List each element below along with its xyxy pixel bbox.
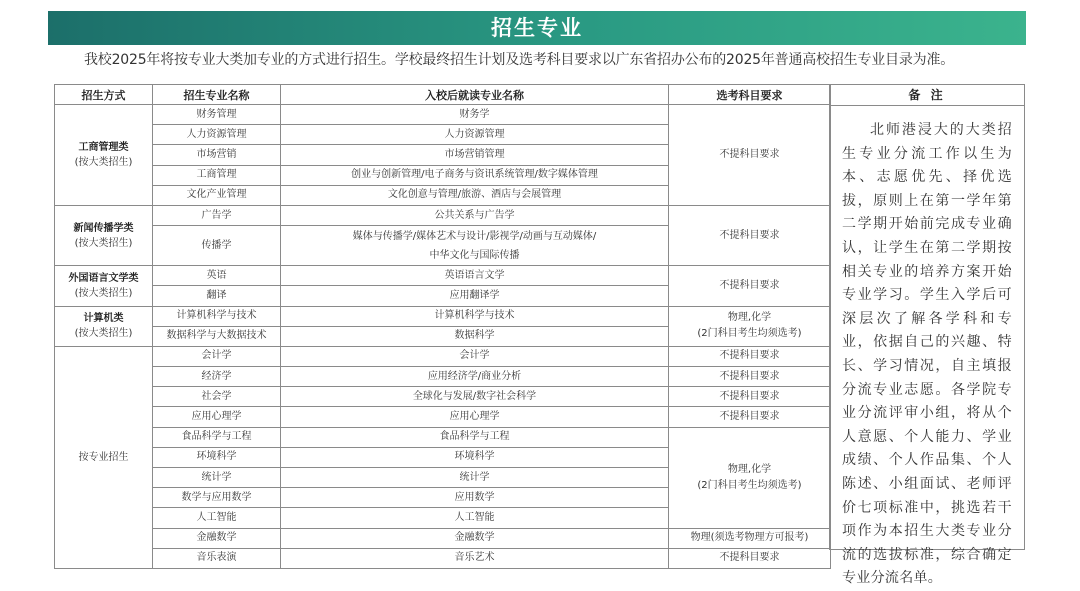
- study-cell: 环境科学: [281, 447, 669, 467]
- study-cell: 计算机科学与技术: [281, 306, 669, 326]
- group-sub: (按大类招生): [74, 287, 133, 299]
- study-cell: 财务学: [281, 105, 669, 125]
- study-cell: 应用数学: [281, 488, 669, 508]
- requirement-cell: [669, 427, 831, 528]
- major-cell: 统计学: [153, 468, 281, 488]
- major-cell: 人力资源管理: [153, 125, 281, 145]
- major-cell: 工商管理: [153, 165, 281, 185]
- major-cell: 传播学: [153, 226, 281, 266]
- requirement-cell: 不提科目要求: [669, 387, 831, 407]
- major-cell: 文化产业管理: [153, 185, 281, 205]
- group-cell: [55, 306, 153, 346]
- table-header-row: [55, 85, 831, 105]
- study-cell: 统计学: [281, 468, 669, 488]
- group-cell: [55, 205, 153, 265]
- requirement-line: 物理,化学: [727, 312, 772, 324]
- major-cell: 社会学: [153, 387, 281, 407]
- requirement-cell: 不提科目要求: [669, 346, 831, 366]
- header-admission-mode: 招生方式: [55, 85, 153, 105]
- major-cell: 广告学: [153, 205, 281, 225]
- group-sub: (按大类招生): [74, 156, 133, 168]
- major-cell: 会计学: [153, 346, 281, 366]
- requirement-cell: 不提科目要求: [669, 205, 831, 265]
- table-row: [55, 407, 831, 427]
- requirement-cell: 不提科目要求: [669, 548, 831, 568]
- study-cell: 市场营销管理: [281, 145, 669, 165]
- study-line: 中华文化与国际传播: [429, 249, 520, 261]
- major-cell: 财务管理: [153, 105, 281, 125]
- major-cell: 音乐表演: [153, 548, 281, 568]
- group-name: 新闻传播学类: [73, 222, 134, 234]
- study-cell: 人工智能: [281, 508, 669, 528]
- table-row: [55, 266, 831, 286]
- table-row: [55, 205, 831, 225]
- requirement-cell: 不提科目要求: [669, 266, 831, 306]
- page-title: 招生专业: [491, 16, 583, 40]
- requirement-line: (2门科目考生均须选考): [697, 479, 802, 491]
- group-cell: [55, 105, 153, 206]
- group-name: 计算机类: [83, 313, 124, 325]
- table-row: [55, 548, 831, 568]
- major-cell: 计算机科学与技术: [153, 306, 281, 326]
- study-line: 媒体与传播学/媒体艺术与设计/影视学/动画与互动媒体/: [352, 230, 597, 242]
- table-row: [55, 367, 831, 387]
- major-cell: 人工智能: [153, 508, 281, 528]
- group-name: 外国语言文学类: [68, 272, 139, 284]
- study-cell: 食品科学与工程: [281, 427, 669, 447]
- study-cell: 数据科学: [281, 326, 669, 346]
- major-cell: 数据科学与大数据技术: [153, 326, 281, 346]
- study-cell: 人力资源管理: [281, 125, 669, 145]
- majors-table: [54, 84, 831, 569]
- table-row: [55, 427, 831, 447]
- major-cell: 市场营销: [153, 145, 281, 165]
- header-study-major: 入校后就读专业名称: [281, 85, 669, 105]
- study-cell: [281, 226, 669, 266]
- requirement-cell: 不提科目要求: [669, 407, 831, 427]
- group-name: 按专业招生: [78, 451, 129, 463]
- study-cell: 应用翻译学: [281, 286, 669, 306]
- header-major-name: 招生专业名称: [153, 85, 281, 105]
- requirement-cell: [669, 306, 831, 346]
- group-cell: [55, 266, 153, 306]
- remarks-panel: [829, 84, 1025, 587]
- major-cell: 金融数学: [153, 528, 281, 548]
- study-cell: 公共关系与广告学: [281, 205, 669, 225]
- requirement-cell: 不提科目要求: [669, 105, 831, 206]
- title-banner: [48, 11, 1026, 45]
- study-cell: 金融数学: [281, 528, 669, 548]
- study-cell: 应用心理学: [281, 407, 669, 427]
- remarks-text: 北师港浸大的大类招生专业分流工作以生为本、志愿优先、择优选拔，原则上在第一学年第二学期开始前完成专业确认，让学生在第二学期按相关专业的培养方案开始专业学习。学生入学后可深层次了解各学科和专业，依据自己的兴趣、特长、学习情况，自主填报分流专业志愿。各学院专业分流评审小组，将从个人意愿、个人能力、学业成绩、个人作品集、个人陈述、小组面试、老师评价七项标准中，挑选若干项作为本招生大类专业分流的选拔标准，综合确定专业分流名单。: [842, 122, 1012, 587]
- table-row: [55, 387, 831, 407]
- study-cell: 音乐艺术: [281, 548, 669, 568]
- requirement-line: 物理,化学: [727, 463, 772, 475]
- group-name: 工商管理类: [78, 141, 129, 153]
- intro-text: 我校2025年将按专业大类加专业的方式进行招生。学校最终招生计划及选考科目要求以广东省招办公布的2025年普通高校招生专业目录为准。: [84, 52, 955, 68]
- table-row: [55, 105, 831, 125]
- major-cell: 经济学: [153, 367, 281, 387]
- requirement-line: (2门科目考生均须选考): [697, 328, 802, 340]
- table-row: [55, 306, 831, 326]
- group-sub: (按大类招生): [74, 328, 133, 340]
- study-cell: 文化创意与管理/旅游、酒店与会展管理: [281, 185, 669, 205]
- group-cell: [55, 346, 153, 568]
- major-cell: 英语: [153, 266, 281, 286]
- major-cell: 应用心理学: [153, 407, 281, 427]
- study-cell: 英语语言文学: [281, 266, 669, 286]
- study-cell: 全球化与发展/数字社会科学: [281, 387, 669, 407]
- major-cell: 翻译: [153, 286, 281, 306]
- major-cell: 数学与应用数学: [153, 488, 281, 508]
- table-row: [55, 346, 831, 366]
- remarks-header: 备 注: [830, 85, 1024, 106]
- header-subject-requirement: 选考科目要求: [669, 85, 831, 105]
- requirement-cell: 物理(须选考物理方可报考): [669, 528, 831, 548]
- major-cell: 食品科学与工程: [153, 427, 281, 447]
- major-cell: 环境科学: [153, 447, 281, 467]
- table-row: [55, 528, 831, 548]
- study-cell: 会计学: [281, 346, 669, 366]
- study-cell: 应用经济学/商业分析: [281, 367, 669, 387]
- group-sub: (按大类招生): [74, 237, 133, 249]
- study-cell: 创业与创新管理/电子商务与资讯系统管理/数字媒体管理: [281, 165, 669, 185]
- requirement-cell: 不提科目要求: [669, 367, 831, 387]
